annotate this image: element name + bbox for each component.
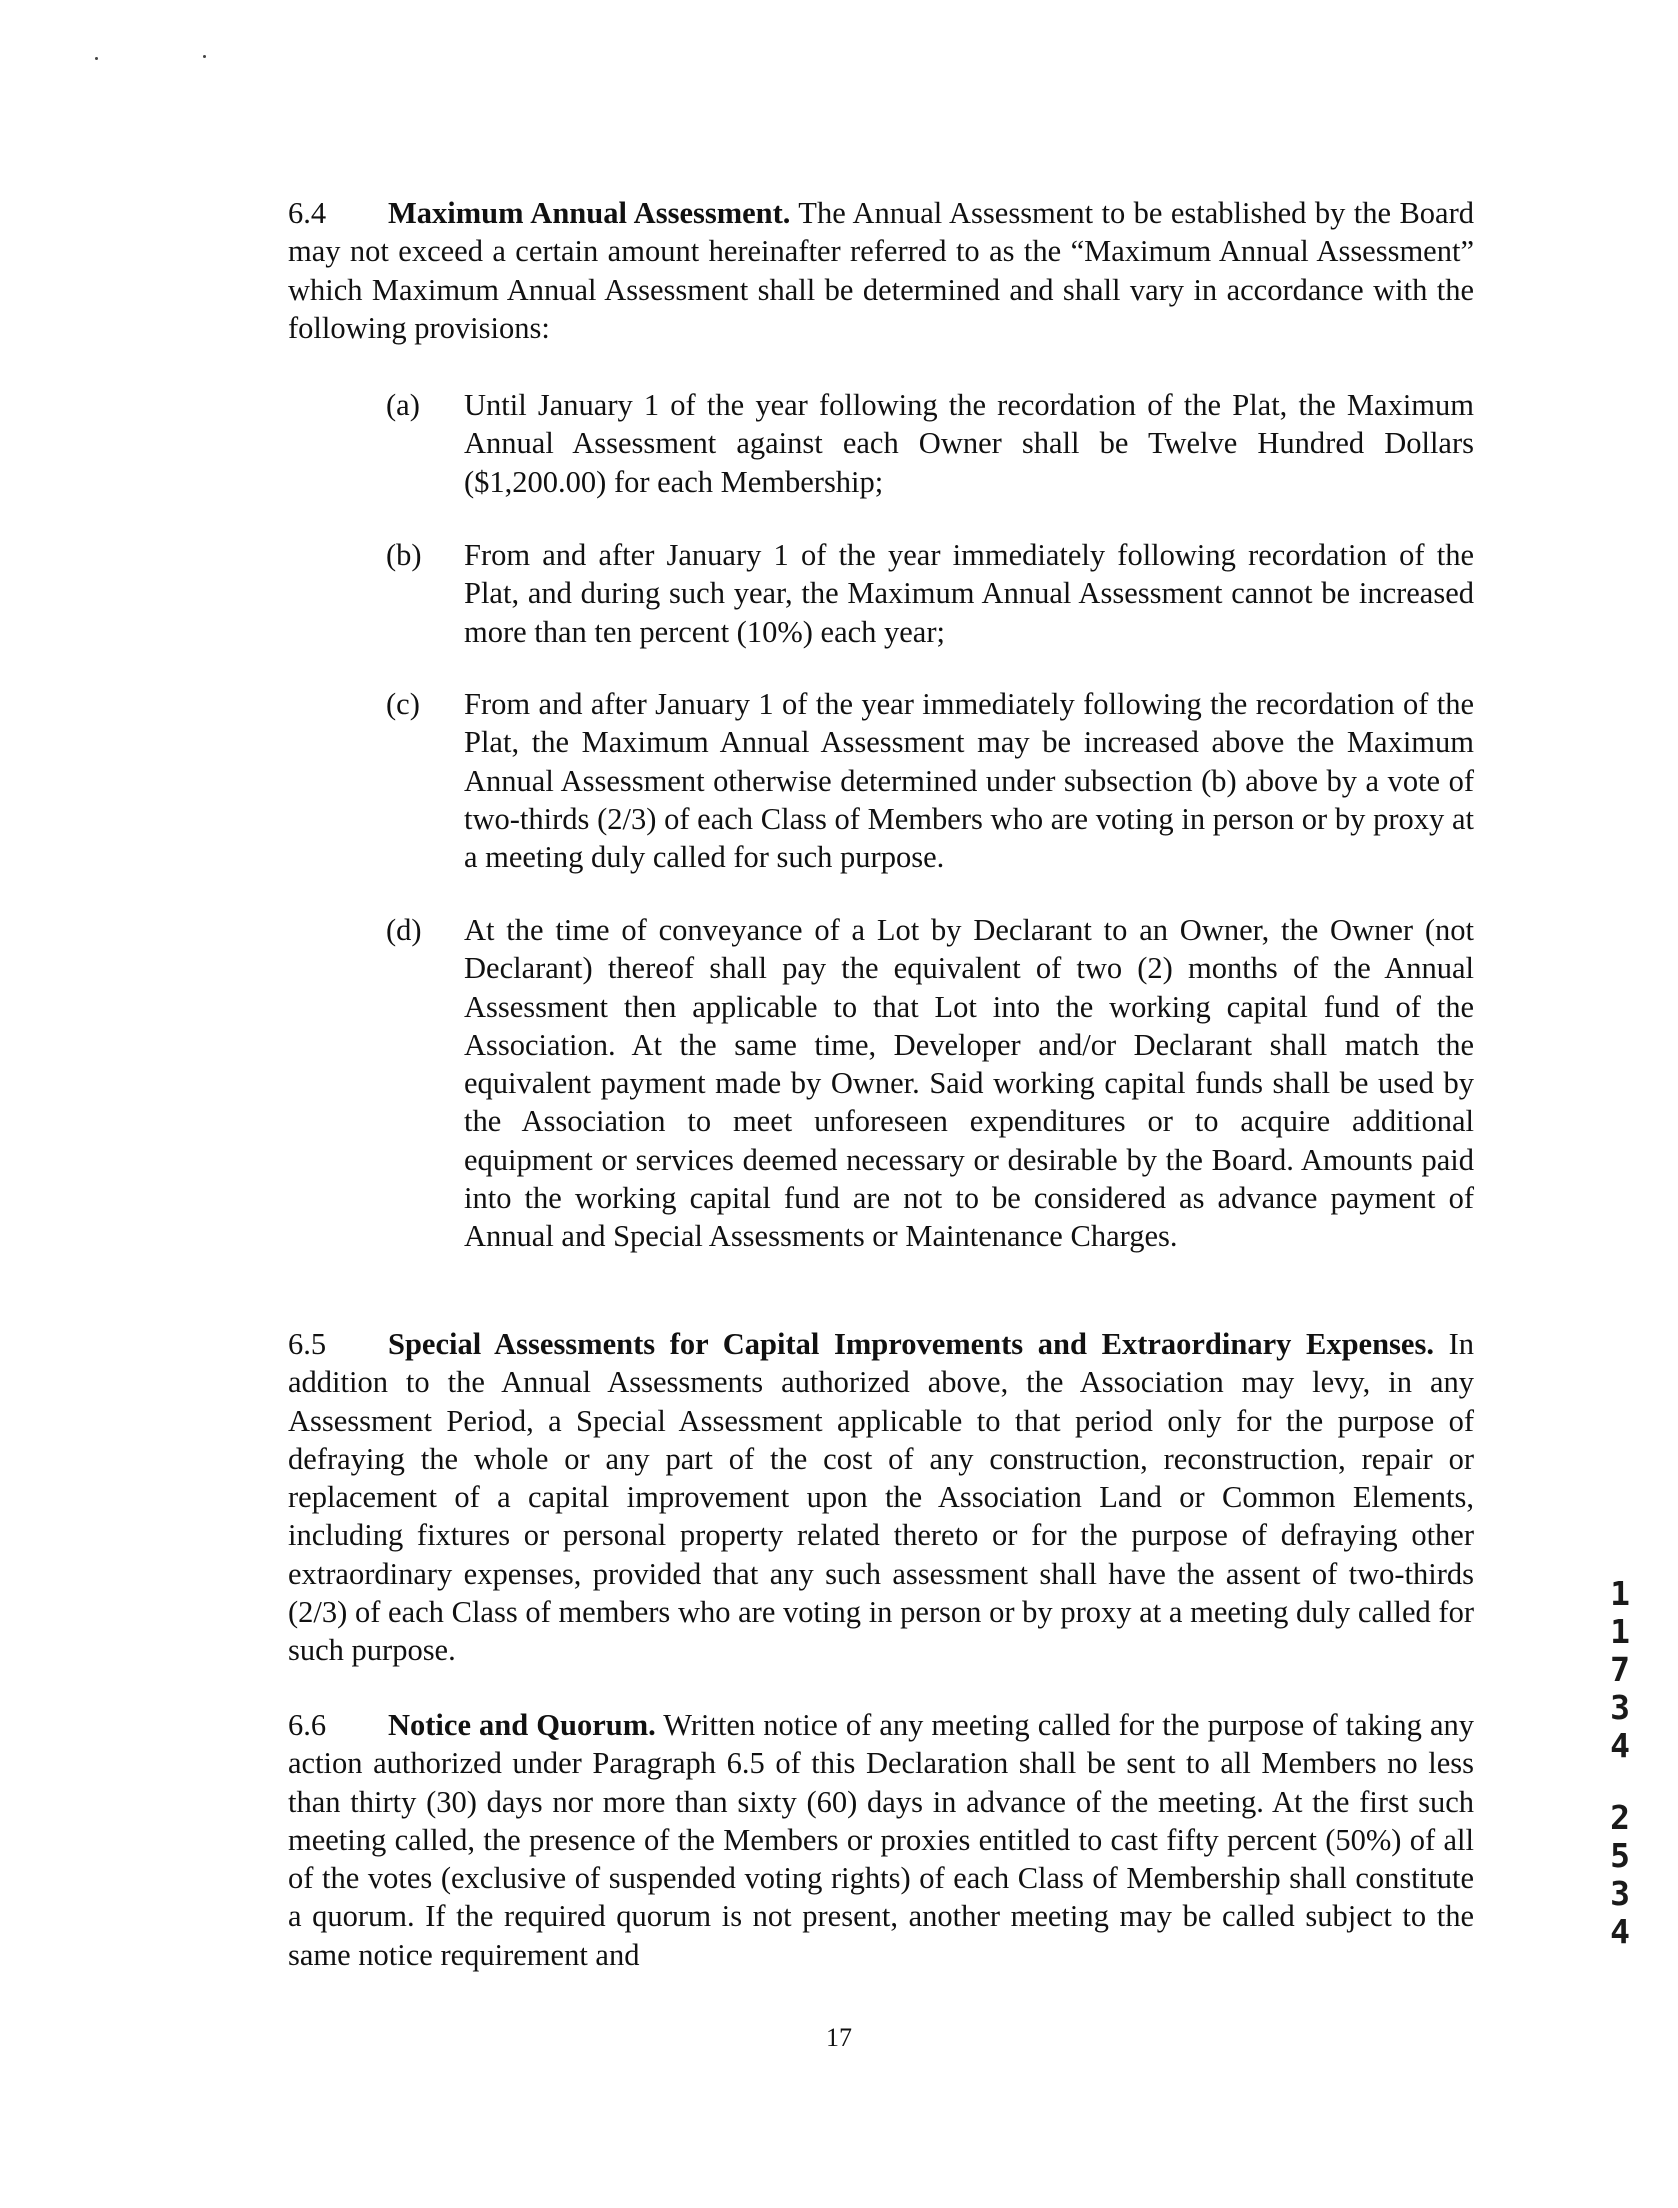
subsection-text: Until January 1 of the year following the recordation of the Plat, the Maximum Annual Assessment against each Owner shall be Twelve Hundred Dollars ($1,200.00) for each Membership;: [464, 388, 1474, 499]
side-recording-number: [1605, 1575, 1635, 1951]
subsection-text: At the time of conveyance of a Lot by Declarant to an Owner, the Owner (not Declarant) thereof shall pay the equivalent of two (2) months of the Annual Assessment then applicable to that Lot into the working capital fund of the Association. At the same time, Developer and/or Declarant shall match the equivalent payment made by Owner. Said working capital funds shall be used by the Association to meet unforeseen expenditures or to acquire additional equipment or services deemed necessary or desirable by the Board. Amounts paid into the working capital fund are not to be considered as advance payment of Annual and Special Assessments or Maintenance Charges.: [464, 913, 1474, 1254]
subsection-label: (c): [386, 687, 420, 721]
recording-digit: 1: [1610, 1574, 1630, 1613]
recording-digit: 3: [1610, 1874, 1630, 1913]
section-number: 6.6: [288, 1708, 327, 1742]
recording-digit: 4: [1610, 1912, 1630, 1951]
recording-digit: 1: [1610, 1612, 1630, 1651]
section-6-6: [288, 1706, 1474, 1974]
scan-specks: [95, 55, 215, 65]
recording-digit: 3: [1610, 1688, 1630, 1727]
subsection-label: (b): [386, 538, 422, 572]
recording-digit: 4: [1610, 1726, 1630, 1765]
section-heading: Special Assessments for Capital Improvements and Extraordinary Expenses.: [388, 1327, 1434, 1361]
subsection-a: [386, 386, 1474, 501]
recording-gap: [1605, 1765, 1635, 1799]
section-text: The Annual Assessment to be established by the Board may not exceed a certain amount hereinafter referred to as the “Maximum Annual Assessment” which Maximum Annual Assessment shall be determined and shall vary in accordance with the following provisions:: [288, 196, 1474, 345]
recording-digit: 7: [1610, 1650, 1630, 1689]
page-number: 17: [826, 2023, 852, 2052]
subsection-text: From and after January 1 of the year immediately following the recordation of the Plat, the Maximum Annual Assessment may be increased above the Maximum Annual Assessment otherwise determined under subsection (b) above by a vote of two-thirds (2/3) of each Class of Members who are voting in person or by proxy at a meeting duly called for such purpose.: [464, 687, 1474, 875]
subsection-text: From and after January 1 of the year immediately following recordation of the Plat, and during such year, the Maximum Annual Assessment cannot be increased more than ten percent (10%) each year;: [464, 538, 1474, 649]
subsection-label: (d): [386, 913, 422, 947]
subsection-d: [386, 911, 1474, 1256]
recording-digit: 2: [1610, 1798, 1630, 1837]
subsection-label: (a): [386, 388, 420, 422]
section-6-4: [288, 194, 1474, 347]
section-text: In addition to the Annual Assessments authorized above, the Association may levy, in any Assessment Period, a Special Assessment applicable to that period only for the purpose of defraying the whole or any part of the cost of any construction, reconstruction, repair or replacement of a capital improvement upon the Association Land or Common Elements, including fixtures or personal property related thereto or for the purpose of defraying other extraordinary expenses, provided that any such assessment shall have the assent of two-thirds (2/3) of each Class of members who are voting in person or by proxy at a meeting duly called for such purpose.: [288, 1327, 1474, 1668]
subsection-c: [386, 685, 1474, 876]
section-number: 6.4: [288, 196, 327, 230]
section-heading: Maximum Annual Assessment.: [388, 196, 791, 230]
scan-speck: [95, 57, 98, 60]
recording-digit: 5: [1610, 1836, 1630, 1875]
section-heading: Notice and Quorum.: [388, 1708, 656, 1742]
subsection-b: [386, 536, 1474, 651]
section-number: 6.5: [288, 1327, 327, 1361]
section-text: Written notice of any meeting called for the purpose of taking any action authorized under Paragraph 6.5 of this Declaration shall be sent to all Members no less than thirty (30) days nor more than sixty (60) days in advance of the meeting. At the first such meeting called, the presence of the Members or proxies entitled to cast fifty percent (50%) of all of the votes (exclusive of suspended voting rights) of each Class of Membership shall constitute a quorum. If the required quorum is not present, another meeting may be called subject to the same notice requirement and: [288, 1708, 1474, 1972]
section-6-5: [288, 1325, 1474, 1670]
scan-speck: [203, 55, 206, 58]
